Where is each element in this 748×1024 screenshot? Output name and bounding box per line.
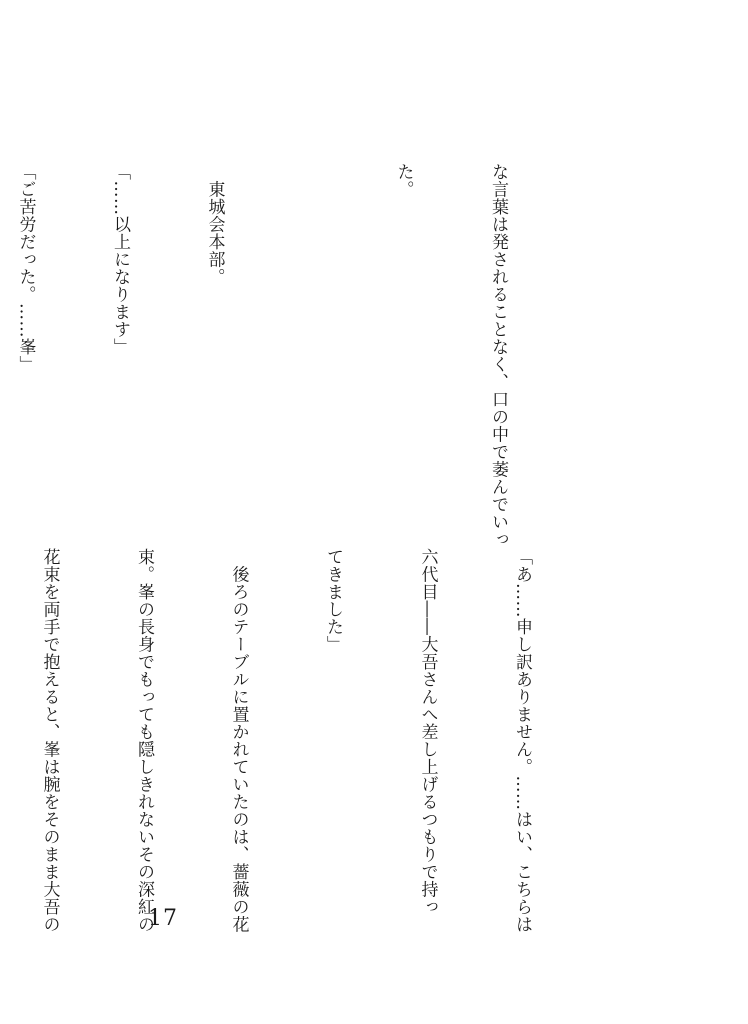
text-line: 「ご苦労だった。……峯」 xyxy=(15,163,36,373)
text-line: 花束を両手で抱えると、峯は腕をそのまま大吾の xyxy=(39,548,60,933)
text-line: な言葉は発されることなく、口の中で萎んでいっ xyxy=(488,163,508,548)
text-line: 「あ……申し訳ありません。……はい、こちらは xyxy=(512,548,532,933)
text-line: た。 xyxy=(393,163,414,198)
text-line: 後ろのテーブルに置かれていたのは、薔薇の花 xyxy=(228,548,249,933)
text-line: 「……以上になります」 xyxy=(110,163,130,356)
text-line: 束。峯の長身でもっても隠しきれないその深紅の xyxy=(134,548,154,933)
text-line: てきました」 xyxy=(323,548,343,653)
page-number: 17 xyxy=(148,906,178,931)
text-line xyxy=(293,163,325,543)
upper-text-block xyxy=(0,163,576,548)
lower-text-block xyxy=(0,548,600,933)
text-line: 東城会本部。 xyxy=(204,163,225,286)
text-line: 六代目――大吾さんへ差し上げるつもりで持っ xyxy=(417,548,438,916)
